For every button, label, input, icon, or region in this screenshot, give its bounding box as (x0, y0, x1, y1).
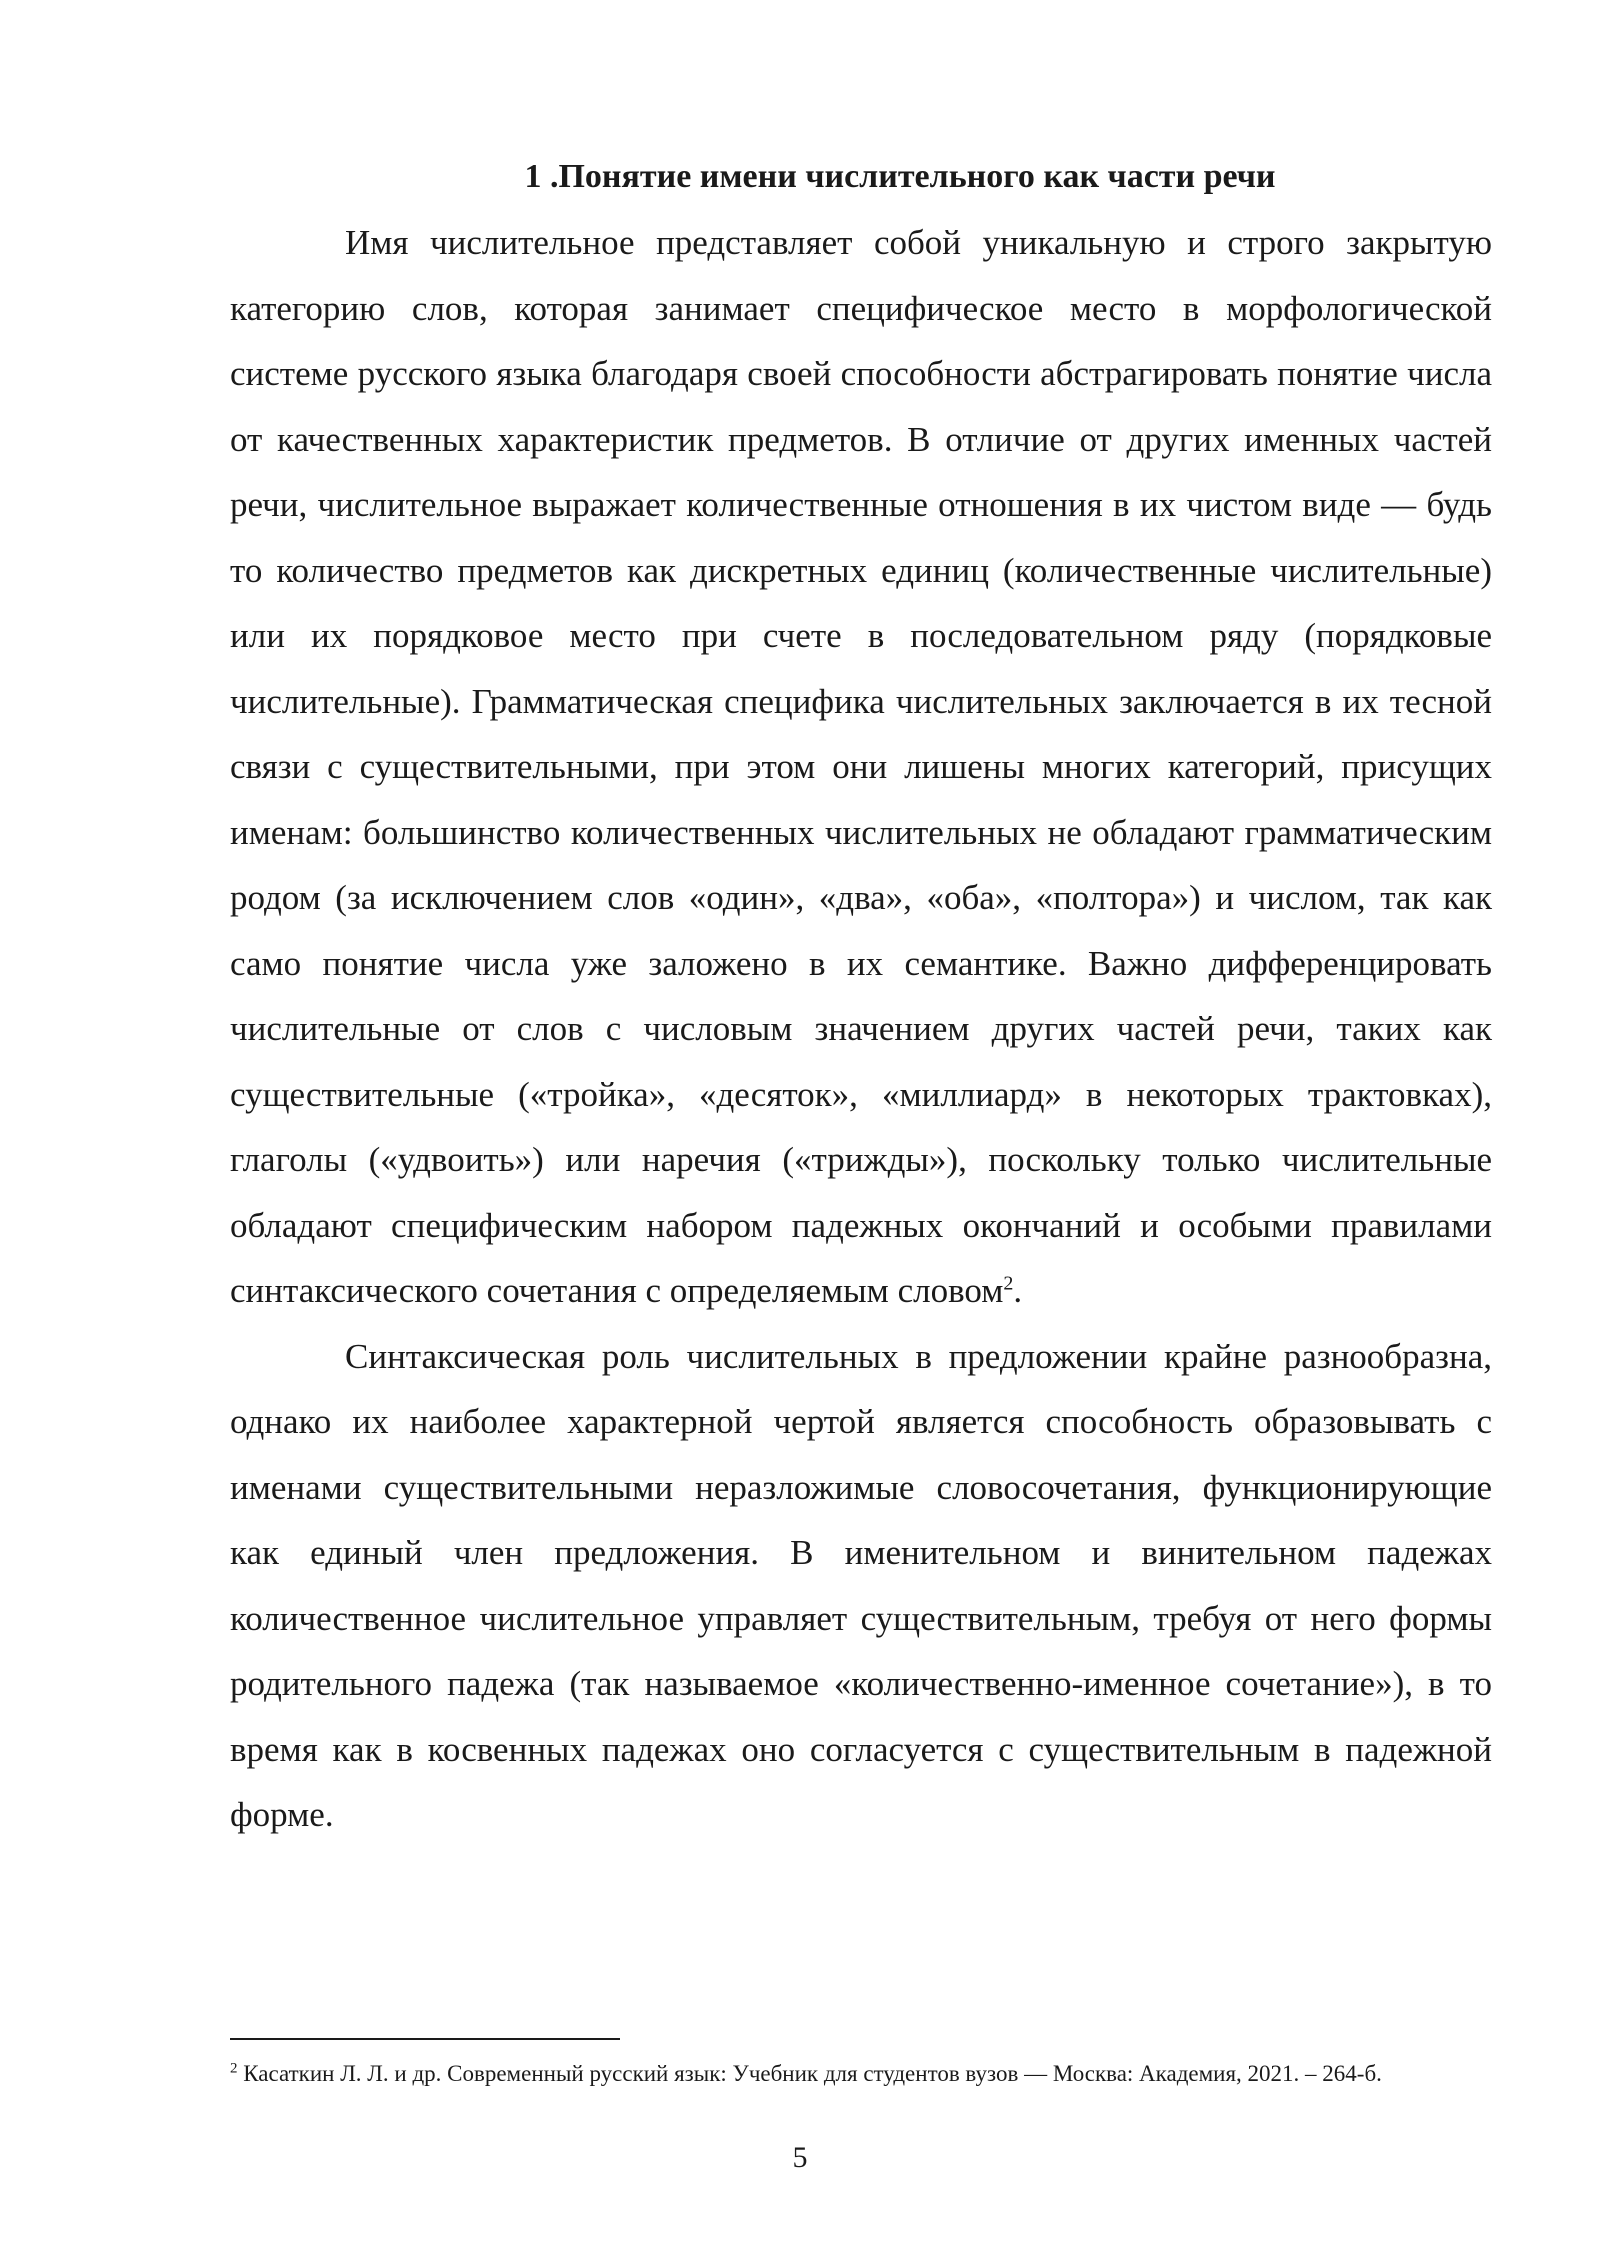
body-text (230, 210, 1492, 1848)
footnote-separator (230, 2038, 620, 2040)
footnote-reference[interactable]: 2 (1003, 1272, 1014, 1295)
footnote (230, 2058, 1492, 2090)
paragraph-1-end: . (1013, 1271, 1023, 1310)
page-number: 5 (792, 2141, 808, 2174)
footnote-number: 2 (230, 2060, 238, 2077)
footnote-text: Касаткин Л. Л. и др. Современный русский язык: Учебник для студентов вузов — Москва: Академия, 2021. – 264-б. (237, 2061, 1382, 2086)
paragraph-1 (230, 210, 1492, 1324)
section-heading: 1 .Понятие имени числительного как части речи (524, 158, 1276, 195)
paragraph-2: Синтаксическая роль числительных в предложении крайне разнообразна, однако их наиболее характерной чертой является способность образовывать с именами существительными неразложимые словосочетания, функционирующие как единый член предложения. В именительном и винительном падежах количественное числительное управляет существительным, требуя от него формы родительного падежа (так называемое «количественно-именное сочетание»), в то время как в косвенных падежах оно согласуется с существительным в падежной форме. (230, 1336, 1492, 1834)
paragraph-1-text: Имя числительное представляет собой уникальную и строго закрытую категорию слов, которая занимает специфическое место в морфологической системе русского языка благодаря своей способности абстрагировать понятие числа от качественных характеристик предметов. В отличие от других именных частей речи, числительное выражает количественные отношения в их чистом виде — будь то количество предметов как дискретных единиц (количественные числительные) или их порядковое место при счете в последовательном ряду (порядковые числительные). Грамматическая специфика числительных заключается в их тесной связи с существительными, при этом они лишены многих категорий, присущих именам: большинство количественных числительных не обладают грамматическим родом (за исключением слов «один», «два», «оба», «полтора») и числом, так как само понятие числа уже заложено в их семантике. Важно дифференцировать числительные от слов с числовым значением других частей речи, таких как существительные («тройка», «десяток», «миллиард» в некоторых трактовках), глаголы («удвоить») или наречия («трижды»), поскольку только числительные обладают специфическим набором падежных окончаний и особыми правилами синтаксического сочетания с определяемым словом (230, 223, 1492, 1310)
